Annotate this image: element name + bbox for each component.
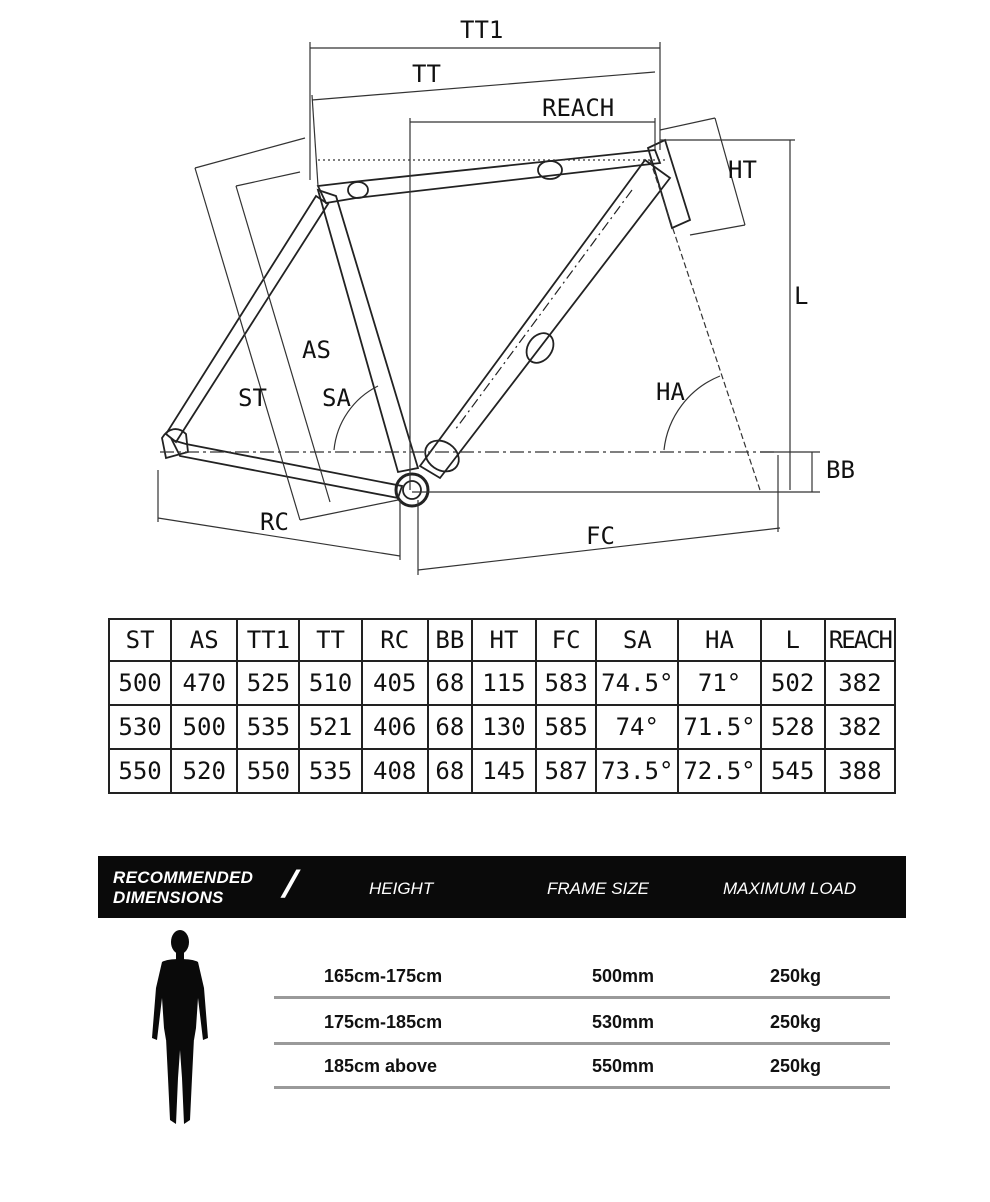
table-cell: 405 <box>362 661 428 705</box>
column-maximum-load: MAXIMUM LOAD <box>723 879 857 898</box>
header-cell: HT <box>472 619 536 661</box>
table-cell: 510 <box>299 661 361 705</box>
table-cell: 71° <box>678 661 760 705</box>
table-cell: 525 <box>237 661 299 705</box>
table-cell: 500 <box>109 661 171 705</box>
table-cell: 502 <box>761 661 825 705</box>
label-ht: HT <box>728 156 757 184</box>
table-row <box>109 661 895 705</box>
header-cell: HA <box>678 619 760 661</box>
header-cell: REACH <box>825 619 895 661</box>
table-cell: 130 <box>472 705 536 749</box>
label-tt: TT <box>412 60 441 88</box>
table-cell: 74° <box>596 705 678 749</box>
row-frame-size: 530mm <box>592 1012 655 1032</box>
column-frame-size: FRAME SIZE <box>547 879 650 898</box>
recommended-row <box>274 1006 890 1045</box>
recommended-title-line1: RECOMMENDED <box>113 868 254 887</box>
table-header-row <box>109 619 895 661</box>
slash-separator: / <box>280 864 299 906</box>
header-cell: BB <box>428 619 472 661</box>
rider-silhouette-icon <box>148 928 212 1130</box>
table-cell: 550 <box>109 749 171 793</box>
table-row <box>109 705 895 749</box>
recommended-title-line2: DIMENSIONS <box>113 888 224 907</box>
label-reach: REACH <box>542 94 615 122</box>
label-ha: HA <box>656 378 685 406</box>
label-fc: FC <box>586 522 615 550</box>
table-cell: 68 <box>428 705 472 749</box>
column-height: HEIGHT <box>369 879 434 898</box>
table-cell: 74.5° <box>596 661 678 705</box>
row-height: 175cm-185cm <box>324 1012 443 1032</box>
table-cell: 535 <box>237 705 299 749</box>
table-cell: 583 <box>536 661 596 705</box>
table-cell: 535 <box>299 749 361 793</box>
label-sa: SA <box>322 384 351 412</box>
table-cell: 528 <box>761 705 825 749</box>
row-max-load: 250kg <box>770 966 822 986</box>
table-cell: 382 <box>825 661 895 705</box>
row-frame-size: 550mm <box>592 1056 655 1076</box>
label-l: L <box>794 282 809 310</box>
table-cell: 68 <box>428 661 472 705</box>
table-cell: 115 <box>472 661 536 705</box>
header-cell: RC <box>362 619 428 661</box>
table-cell: 550 <box>237 749 299 793</box>
header-cell: ST <box>109 619 171 661</box>
label-as: AS <box>302 336 331 364</box>
table-cell: 408 <box>362 749 428 793</box>
recommended-dimensions-header <box>98 856 906 918</box>
table-cell: 382 <box>825 705 895 749</box>
label-st: ST <box>238 384 267 412</box>
table-cell: 521 <box>299 705 361 749</box>
table-cell: 72.5° <box>678 749 760 793</box>
recommended-row <box>274 1050 890 1089</box>
table-cell: 587 <box>536 749 596 793</box>
table-cell: 388 <box>825 749 895 793</box>
table-cell: 73.5° <box>596 749 678 793</box>
header-cell: TT1 <box>237 619 299 661</box>
table-row <box>109 749 895 793</box>
table-cell: 145 <box>472 749 536 793</box>
recommended-title <box>113 868 253 908</box>
label-tt1: TT1 <box>460 16 504 44</box>
row-height: 185cm above <box>324 1056 438 1076</box>
label-bb: BB <box>826 456 855 484</box>
table-cell: 530 <box>109 705 171 749</box>
recommended-row <box>274 960 890 999</box>
table-cell: 406 <box>362 705 428 749</box>
header-cell: TT <box>299 619 361 661</box>
row-max-load: 250kg <box>770 1056 822 1076</box>
header-cell: SA <box>596 619 678 661</box>
table-cell: 545 <box>761 749 825 793</box>
header-cell: L <box>761 619 825 661</box>
dimension-lines <box>158 42 820 575</box>
table-cell: 500 <box>171 705 237 749</box>
label-rc: RC <box>260 508 289 536</box>
header-cell: FC <box>536 619 596 661</box>
table-cell: 68 <box>428 749 472 793</box>
frame-geometry-diagram <box>0 0 990 590</box>
row-height: 165cm-175cm <box>324 966 443 986</box>
geometry-table <box>108 618 896 794</box>
table-cell: 470 <box>171 661 237 705</box>
row-frame-size: 500mm <box>592 966 655 986</box>
header-cell: AS <box>171 619 237 661</box>
row-max-load: 250kg <box>770 1012 822 1032</box>
table-cell: 71.5° <box>678 705 760 749</box>
table-cell: 520 <box>171 749 237 793</box>
table-cell: 585 <box>536 705 596 749</box>
